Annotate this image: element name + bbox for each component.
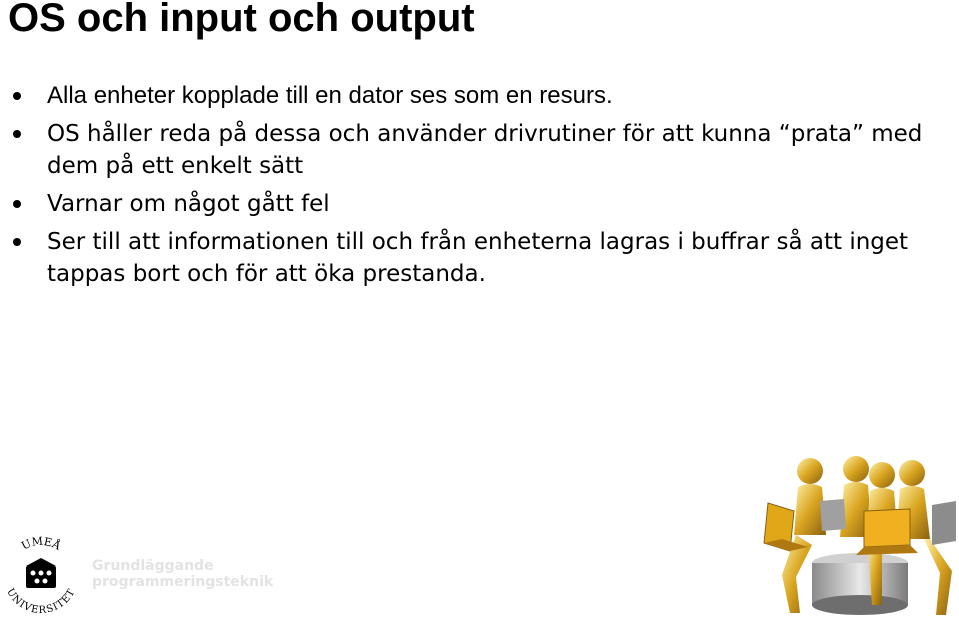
svg-text:UMEÅ [19,535,64,554]
umea-university-logo [0,528,82,618]
logo-top-text: UMEÅ [19,534,63,553]
bullet-text: Ser till att informationen till och från enheterna lagras i buffrar så att inget tappas bort och för att öka prestanda. [47,229,909,287]
course-name-line: Grundläggande [92,558,214,574]
bullet-item [0,188,950,220]
course-name [92,558,273,590]
svg-text:UNIVERSITET [4,587,77,616]
bullet-item [0,226,950,290]
slide-title: OS och input och output [8,0,475,40]
logo-bottom-text: UNIVERSITET [4,586,78,617]
bullet-text: Alla enheter kopplade till en dator ses som en resurs. [47,82,613,109]
bullet-item [0,80,950,112]
umea-university-seal-icon [26,558,56,588]
golden-figures-with-laptops-icon [760,455,959,622]
bullet-item [0,118,950,182]
bullet-text: OS håller reda på dessa och använder drivrutiner för att kunna “prata” med dem på ett enkelt sätt [47,121,923,179]
course-name-line: programmeringsteknik [92,574,274,590]
bullet-text: Varnar om något gått fel [47,191,330,217]
bullet-list [0,80,950,296]
bullet-dot-icon [13,92,21,100]
bullet-dot-icon [13,238,21,246]
bullet-dot-icon [13,200,21,208]
bullet-dot-icon [13,130,21,138]
